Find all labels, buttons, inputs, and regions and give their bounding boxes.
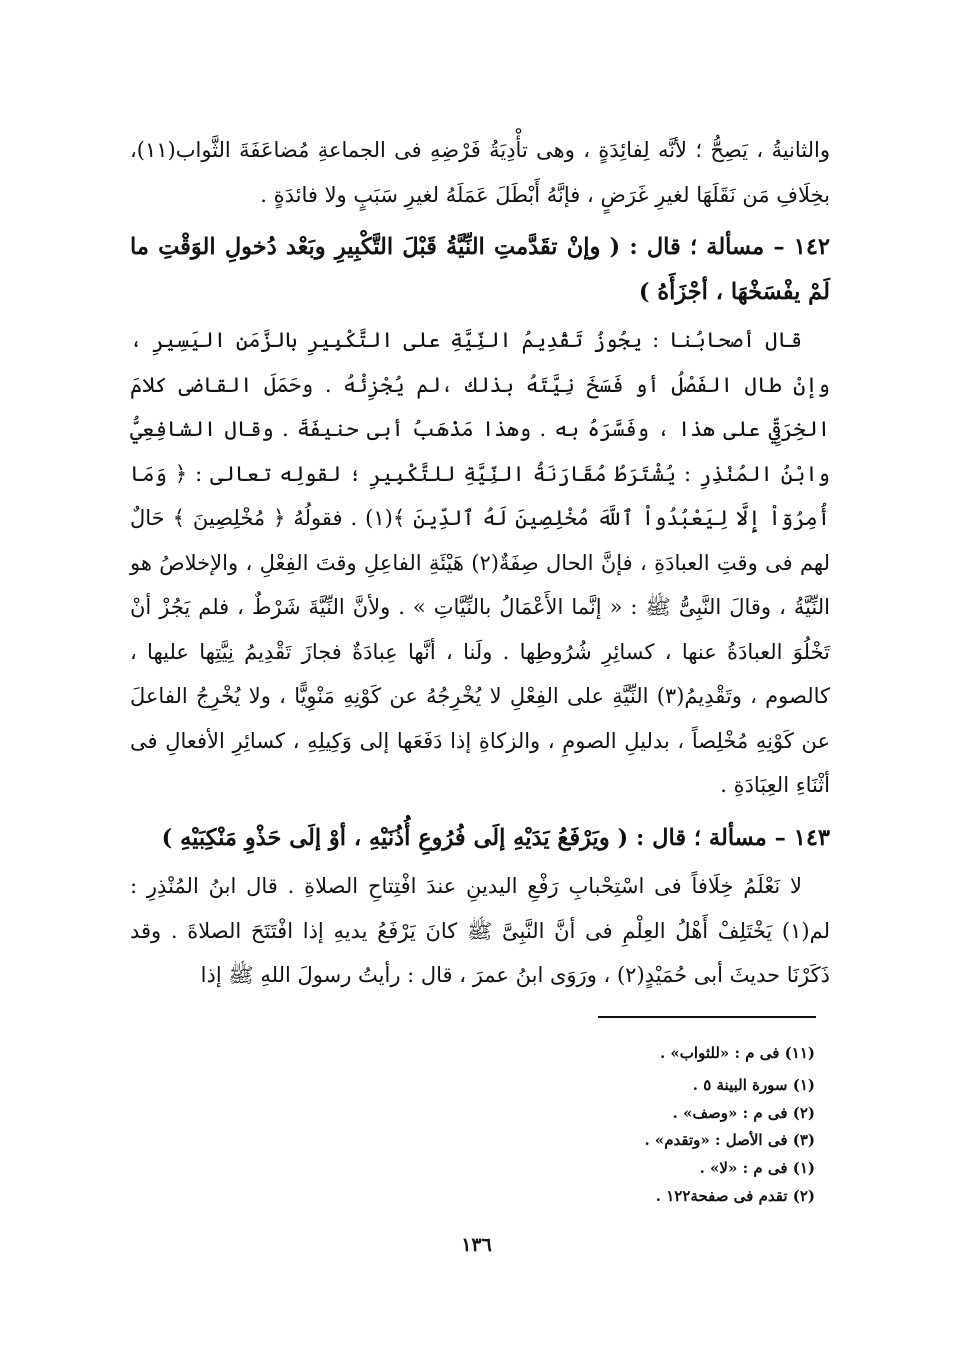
footnote-item: (٣) فى الأصل : «وتقدم» . xyxy=(644,1131,815,1150)
footnote-item: (٢) فى م : «وصف» . xyxy=(672,1103,815,1122)
footnote-item: (١) فى م : «لا» . xyxy=(699,1159,815,1178)
footnote-item: (١١) فى م : «للثواب» . xyxy=(659,1044,815,1062)
footnote-item: (١) سورة البينة ٥ . xyxy=(692,1075,815,1094)
paragraph-issue-142: قال أصحابُنا : يجُوزُ تَقْدِيمُ النِّيَّةِ على التَّكْبِيرِ بالزَّمَنِ اليَسِيرِ ، وإنْ طال الفَصْلُ أو فَسَخَ نِيَّتَهُ بذلك ،لم يُجْزِئْهُ . وحَمَلَ القاضى كلامَ الخِرَقِيِّ على هذا ، وفَسَّرَهُ به . وهذا مَذْهَبُ أبى حنيفَةَ . وقال الشافِعِيُّ وابْنُ المُنْذِرِ : يُشْتَرَطُ مُقَارَنَةُ النِّيَّةِ للتَّكْبِيرِ ؛ لقولِه تعالى : ﴿ وَمَا أُمِرُوٓاْ إِلَّا لِيَعْبُدُواْ ٱللَّهَ مُخْلِصِينَ لَهُ ٱلدِّينَ ﴾(١) . فقولُهُ ﴿ مُخْلِصِينَ ﴾ حَالٌ لهم فى وقتِ العبادَةِ ، فإنَّ الحال صِفَةٌ(٢) هَيْئَةِ الفاعِلِ وقتَ الفِعْلِ ، والإخلاصُ هو النِّيَّةُ ، وقالَ النَّبِىُّ ﷺ : « إنَّما الأَعْمَالُ بالنِّيَّاتِ » . ولأنَّ النِّيَّةَ شَرْطٌ ، فلم يَجُزْ أنْ تَخْلُوَ العبادَةُ عنها ، كسائِرِ شُرُوطِها . ولَنا ، أنَّها عِبادَةٌ فجازَ تَقْدِيمُ نِيَّتِها عليها ، كالصوم ، وتَقْدِيمُ(٣) النِّيَّةِ على الفِعْلِ لا يُخْرِجُهُ عن كَوْنِهِ مَنْوِيًّا ، ولا يُخْرِجُ الفاعلَ عن كَوْنِهِ مُخْلِصاً ، بدليلِ الصومِ ، والزكاةِ إذا دَفَعَها إلى وَكِيلِهِ ، كسائِرِ الأفعالِ فى أثْنَاءِ العِبَادَةِ . xyxy=(130,328,831,797)
footnotes xyxy=(430,1040,815,1211)
paragraph-continuation: والثانيةُ ، يَصِحُّ ؛ لأنَّه لِفائِدَةٍ ، وهى تأْدِيَةُ فَرْضِهِ فى الجماعةِ مُضاعَفَةَ الثَّواب(١١)، بخِلَافِ مَن نَقَلَهَا لغيرِ غَرَضٍ ، فإنَّهُ أَبْطَلَ عَمَلَهُ لغيرِ سَبَبٍ ولا فائدَةٍ . xyxy=(130,138,830,207)
issue-heading-142: ١٤٢ – مسألة ؛ قال : ( وإنْ تقَدَّمتِ النِّيَّةُ قَبْلَ التَّكْبِيرِ وبَعْد دُخولِ الوَقْتِ ما لَمْ يفْسَخْهَا ، أجْزَأَهُ ) xyxy=(130,234,830,305)
paragraph-issue-143: لا نَعْلَمُ خِلَافاً فى اسْتِحْبابِ رَفْعِ اليدينِ عندَ افْتِتاحِ الصلاةِ . قال ابنُ المُنْذِرِ : لم(١) يَخْتَلِفْ أَهْلُ العِلْمِ فى أنَّ النَّبِىَّ ﷺ كانَ يَرْفَعُ يديهِ إذا افْتَتَحَ الصلاةَ . وقد ذَكَرْنَا حديثَ أبى حُمَيْدٍ(٢) ، ورَوَى ابنُ عمرَ ، قال : رأيتُ رسولَ اللهِ ﷺ إذا xyxy=(130,874,830,987)
page-number: ١٣٦ xyxy=(461,1234,492,1256)
main-text xyxy=(130,128,830,998)
footnote-item: (٢) تقدم فى صفحة١٢٢ . xyxy=(655,1186,815,1205)
footnote-separator xyxy=(598,1016,816,1018)
issue-heading-143: ١٤٣ – مسألة ؛ قال : ( ويَرْفَعُ يَدَيْهِ إلَى فُرُوعِ أُذُنَيْهِ ، أوْ إلَى حَذْوِ مَنْكِبَيْهِ ) xyxy=(161,824,830,851)
